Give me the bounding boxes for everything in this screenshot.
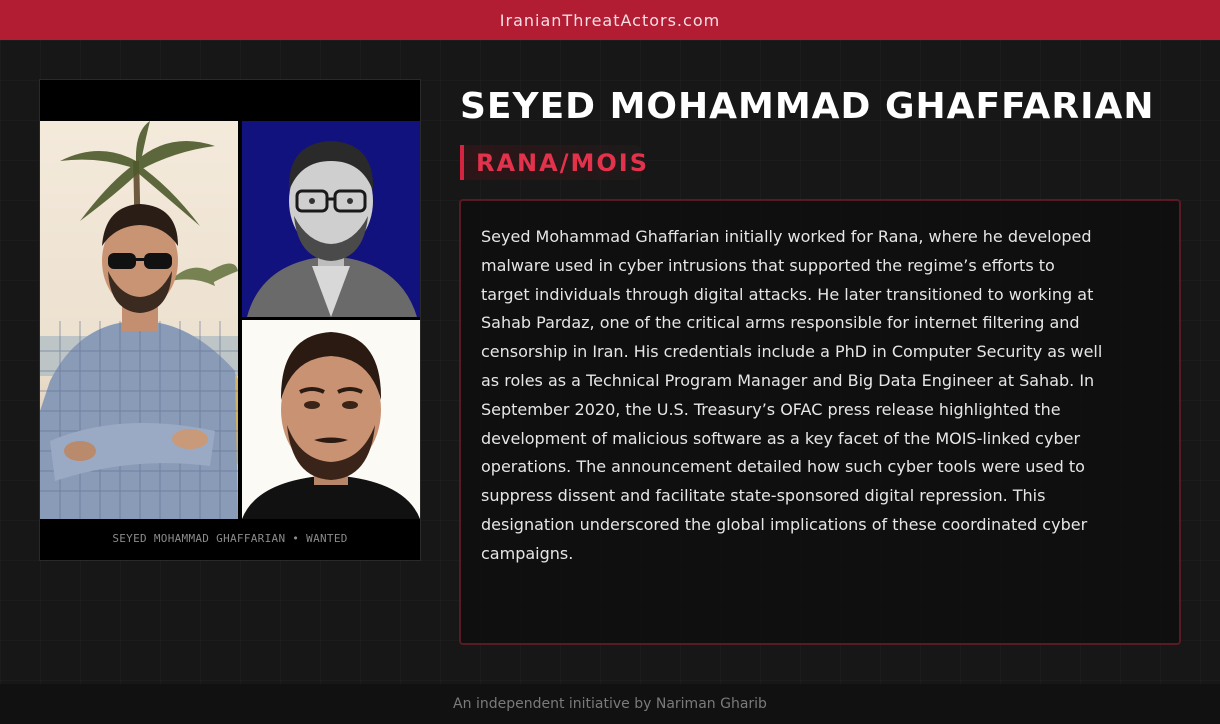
photo-caption: SEYED MOHAMMAD GHAFFARIAN • WANTED [112, 532, 348, 545]
photo-collage [40, 121, 420, 519]
group-label: RANA/MOIS [476, 148, 649, 177]
profile-photo-bw [242, 121, 420, 317]
profile-photo-card [39, 79, 421, 561]
bio-panel [459, 199, 1181, 645]
profile-photo-passport [242, 320, 420, 519]
profile-photo-outdoor [40, 121, 238, 519]
site-name-link[interactable]: IranianThreatActors.com [499, 10, 721, 30]
profile-name: SEYED MOHAMMAD GHAFFARIAN [460, 86, 1155, 127]
group-badge [460, 145, 649, 180]
footer [0, 684, 1220, 724]
footer-credit: An independent initiative by Nariman Gharib [453, 696, 767, 712]
bio-text: Seyed Mohammad Ghaffarian initially worked for Rana, where he developed malware used in cyber intrusions that supported the regime’s efforts to target individuals through digital attacks. He later transitioned to working at Sahab Pardaz, one of the critical arms responsible for internet filtering and censorship in Iran. His credentials include a PhD in Computer Security as well as roles as a Technical Program Manager and Big Data Engineer at Sahab. In September 2020, the U.S. Treasury’s OFAC press release highlighted the development of malicious software as a key facet of the MOIS-linked cyber operations. The announcement detailed how such cyber tools were used to suppress dissent and facilitate state-sponsored digital repression. This designation underscored the global implications of these coordinated cyber campaigns. [481, 227, 1103, 563]
top-banner [0, 0, 1220, 40]
